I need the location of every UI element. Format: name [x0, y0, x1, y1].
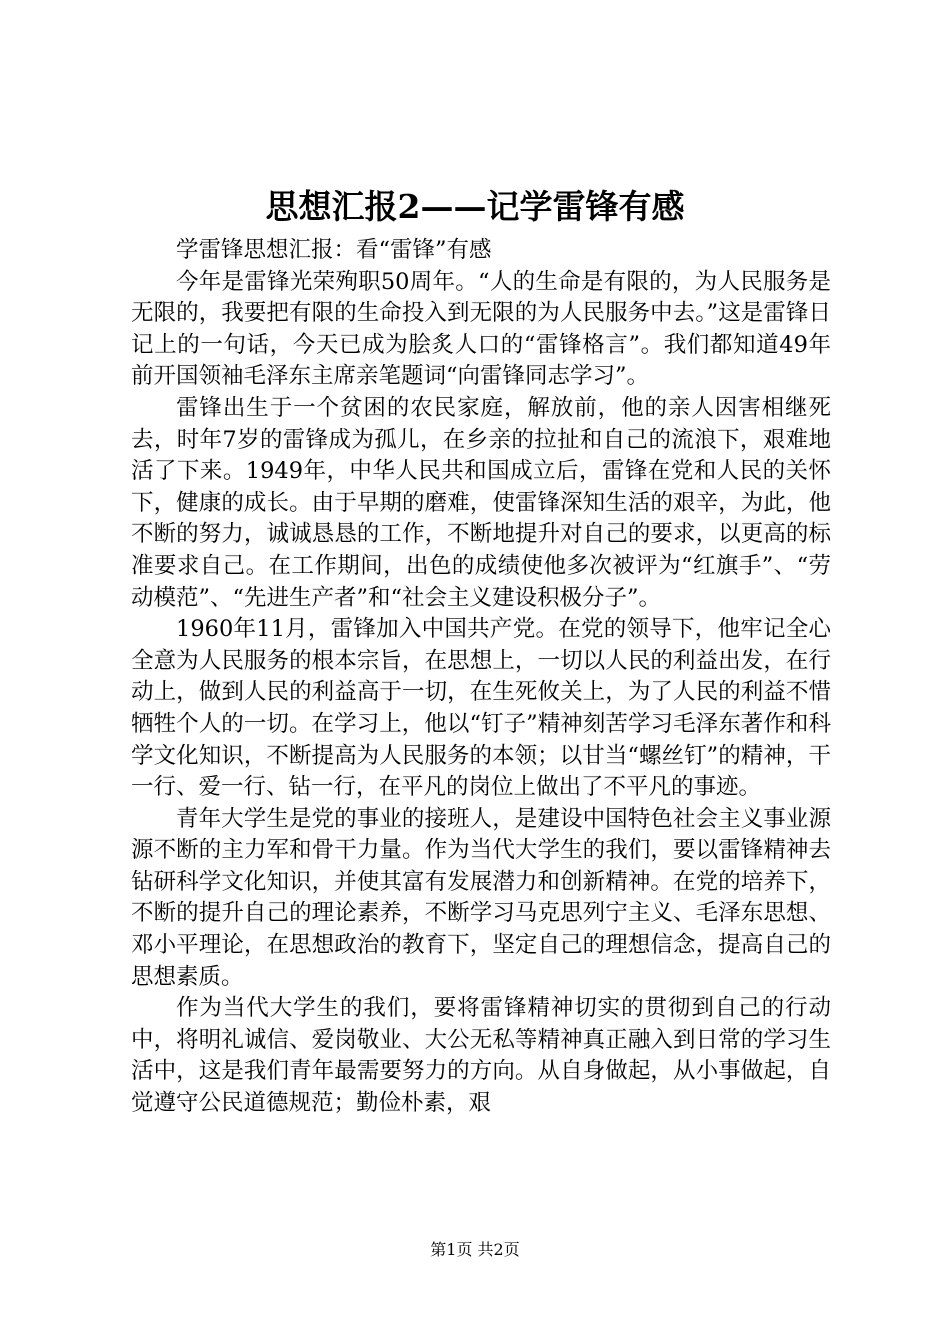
paragraph: 今年是雷锋光荣殉职50周年。“人的生命是有限的，为人民服务是无限的，我要把有限的生命投入到无限的为人民服务中去。”这是雷锋日记上的一句话，今天已成为脍炙人口的“雷锋格言”。我们都知道49年前开国领袖毛泽东主席亲笔题词“向雷锋同志学习”。 — [131, 268, 831, 390]
page-footer: 第1页 共2页 — [430, 1240, 520, 1259]
document-body — [131, 235, 831, 1120]
paragraph: 1960年11月，雷锋加入中国共产党。在党的领导下，他牢记全心全意为人民服务的根本宗旨，在思想上，一切以人民的利益出发，在行动上，做到人民的利益高于一切，在生死攸关上，为了人民的利益不惜牺牲个人的一切。在学习上，他以“钉子”精神刻苦学习毛泽东著作和科学文化知识，不断提高为人民服务的本领；以甘当“螺丝钉”的精神，干一行、爱一行、钻一行，在平凡的岗位上做出了不平凡的事迹。 — [131, 616, 831, 801]
paragraph-subtitle: 学雷锋思想汇报：看“雷锋”有感 — [176, 237, 492, 263]
document-title: 思想汇报2——记学雷锋有感 — [265, 187, 685, 226]
paragraph: 雷锋出生于一个贫困的农民家庭，解放前，他的亲人因害相继死去，时年7岁的雷锋成为孤儿，在乡亲的拉扯和自己的流浪下，艰难地活了下来。1949年，中华人民共和国成立后，雷锋在党和人民的关怀下，健康的成长。由于早期的磨难，使雷锋深知生活的艰辛，为此，他不断的努力，诚诚恳恳的工作，不断地提升对自己的要求，以更高的标准要求自己。在工作期间，出色的成绩使他多次被评为“红旗手”、“劳动模范”、“先进生产者”和“社会主义建设积极分子”。 — [131, 394, 831, 611]
paragraph: 作为当代大学生的我们，要将雷锋精神切实的贯彻到自己的行动中，将明礼诚信、爱岗敬业、大公无私等精神真正融入到日常的学习生活中，这是我们青年最需要努力的方向。从自身做起，从小事做起，自觉遵守公民道德规范；勤俭朴素，艰 — [131, 995, 831, 1117]
paragraph: 青年大学生是党的事业的接班人，是建设中国特色社会主义事业源源不断的主力军和骨干力量。作为当代大学生的我们，要以雷锋精神去钻研科学文化知识，并使其富有发展潜力和创新精神。在党的培养下，不断的提升自己的理论素养，不断学习马克思列宁主义、毛泽东思想、邓小平理论，在思想政治的教育下，坚定自己的理想信念，提高自己的思想素质。 — [131, 805, 831, 990]
